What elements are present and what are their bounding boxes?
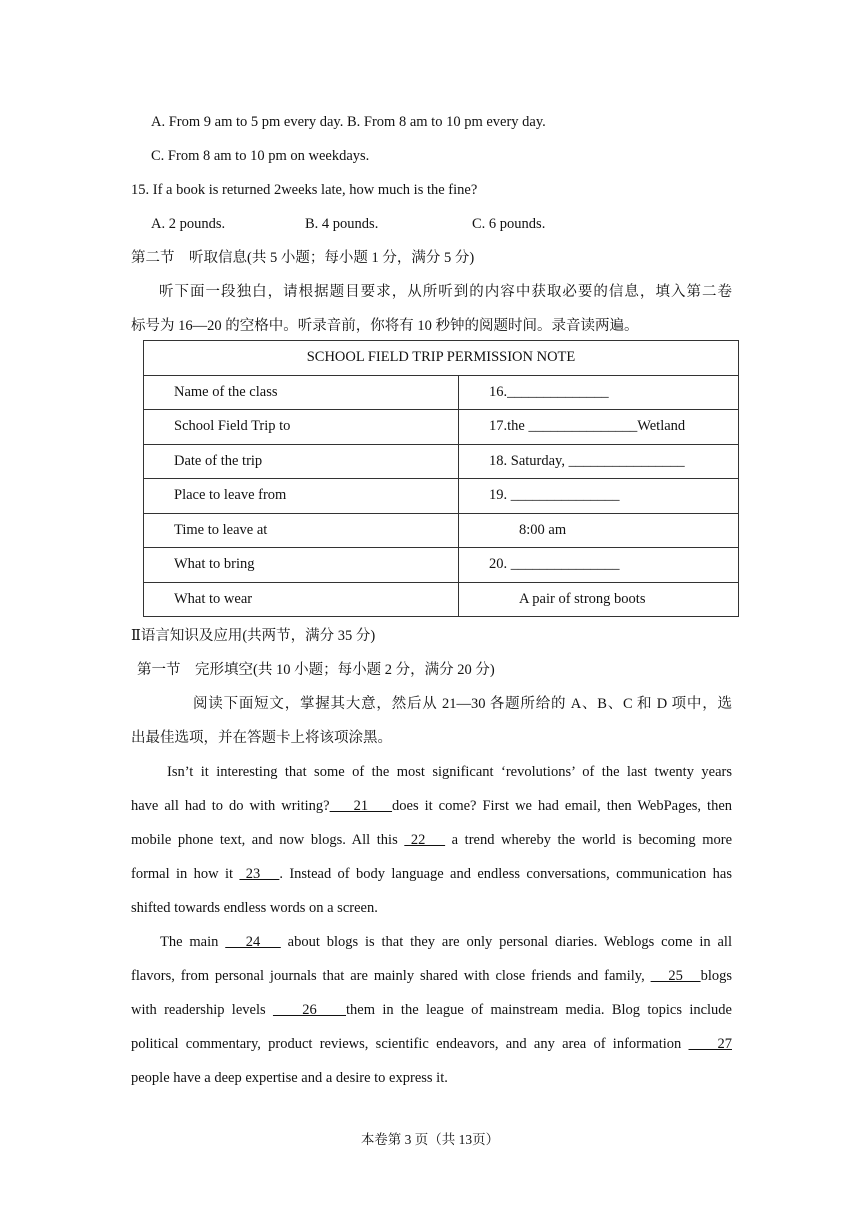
section2-heading: 第二节 听取信息(共 5 小题；每小题 1 分，满分 5 分) (131, 250, 475, 266)
blank-25: 25 (650, 968, 701, 984)
row-value: 18. Saturday, ________________ (459, 444, 739, 479)
row-label: Place to leave from (144, 479, 459, 514)
part2-subheading: 第一节 完形填空(共 10 小题；每小题 2 分，满分 20 分) (137, 662, 495, 678)
blank-21: 21 (329, 798, 393, 814)
table-row (144, 548, 739, 583)
q15-option-c: C. 6 pounds. (472, 216, 546, 232)
passage-p1-line4: formal in how it 23 . Instead of body language and endless conversations, communication has (131, 866, 732, 882)
row-label: Name of the class (144, 375, 459, 410)
q14-options-line2: C. From 8 am to 10 pm on weekdays. (151, 148, 370, 164)
table-row (144, 410, 739, 445)
page-footer: 本卷第 3 页（共 13页） (360, 1132, 500, 1147)
blank-23: 23 (239, 866, 280, 882)
table-row (144, 444, 739, 479)
row-value: A pair of strong boots (459, 582, 739, 617)
permission-note-table (143, 340, 739, 617)
section2-instruction-line1: 听下面一段独白，请根据题目要求，从所听到的内容中获取必要的信息，填入第二卷 (159, 284, 732, 300)
table-title: SCHOOL FIELD TRIP PERMISSION NOTE (144, 341, 739, 376)
blank-27: 27 (688, 1036, 732, 1052)
row-label: What to bring (144, 548, 459, 583)
table-row (144, 375, 739, 410)
q15-option-a: A. 2 pounds. (151, 216, 226, 232)
blank-24: 24 (225, 934, 281, 950)
table-row (144, 479, 739, 514)
row-value: 19. _______________ (459, 479, 739, 514)
row-value: 8:00 am (459, 513, 739, 548)
passage-p1-line3: mobile phone text, and now blogs. All this 22 a trend whereby the world is becoming more (131, 832, 733, 848)
passage-p1-line2: have all had to do with writing? 21 does it come? First we had email, then WebPages, then (131, 798, 733, 814)
passage-p2-line2: flavors, from personal journals that are mainly shared with close friends and family, 25 blogs (131, 968, 732, 984)
part2-instruction-line2: 出最佳选项，并在答题卡上将该项涂黑。 (131, 730, 392, 746)
row-label: School Field Trip to (144, 410, 459, 445)
table-row (144, 582, 739, 617)
q15-question: 15. If a book is returned 2weeks late, how much is the fine? (131, 182, 478, 198)
q15-option-b: B. 4 pounds. (305, 216, 379, 232)
passage-p2-line1: The main 24 about blogs is that they are only personal diaries. Weblogs come in all (160, 934, 732, 950)
row-value: 20. _______________ (459, 548, 739, 583)
part2-heading: Ⅱ语言知识及应用(共两节，满分 35 分) (131, 628, 376, 644)
passage-p2-line4: political commentary, product reviews, scientific endeavors, and any area of information 27 (131, 1036, 732, 1052)
table-row (144, 513, 739, 548)
blank-22: 22 (404, 832, 446, 848)
passage-p1-line5: shifted towards endless words on a screen. (131, 900, 378, 916)
row-label: Date of the trip (144, 444, 459, 479)
passage-p2-line3: with readership levels 26 them in the league of mainstream media. Blog topics include (131, 1002, 732, 1018)
part2-instruction-line1: 阅读下面短文，掌握其大意，然后从 21—30 各题所给的 A、B、C 和 D 项中，选 (193, 696, 732, 712)
passage-p2-line5: people have a deep expertise and a desire to express it. (131, 1070, 448, 1086)
passage-p1-line1: Isn’t it interesting that some of the most significant ‘revolutions’ of the last twenty years (167, 764, 732, 780)
section2-instruction-line2: 标号为 16—20 的空格中。听录音前，你将有 10 秒钟的阅题时间。录音读两遍。 (131, 318, 639, 334)
row-label: Time to leave at (144, 513, 459, 548)
row-label: What to wear (144, 582, 459, 617)
row-value: 17.the _______________Wetland (459, 410, 739, 445)
blank-26: 26 (272, 1002, 347, 1018)
q14-options-line1: A. From 9 am to 5 pm every day. B. From 8 am to 10 pm every day. (151, 114, 546, 130)
row-value: 16.______________ (459, 375, 739, 410)
